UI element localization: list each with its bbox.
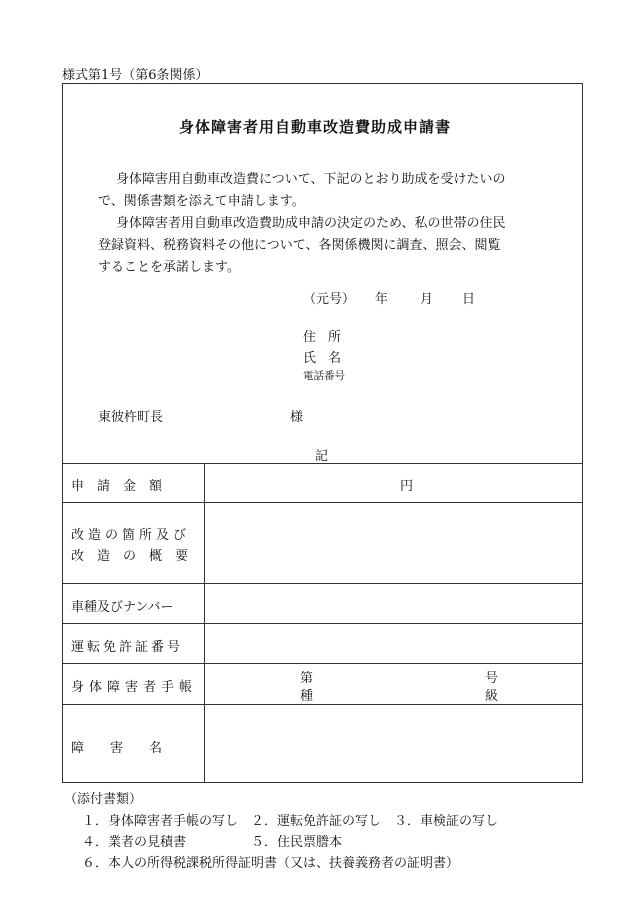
body-text-line: 身体障害用自動車改造費について、下記のとおり助成を受けたいの — [116, 172, 506, 187]
disability-label: 障 害 名 — [71, 741, 163, 756]
license-label: 運転免許証番号 — [71, 640, 184, 655]
recipient: 東彼杵町長 — [98, 410, 164, 425]
vehicle-label-cell — [62, 584, 205, 623]
honorific: 様 — [290, 410, 304, 425]
modification-label-line1: 改造の箇所及び — [71, 528, 191, 543]
table-row-disability — [62, 704, 583, 783]
handbook-go: 号 — [485, 671, 499, 686]
disability-label-cell — [62, 705, 205, 783]
name-label: 氏名 — [303, 351, 354, 366]
date-year: 年 — [375, 292, 389, 307]
handbook-label: 身体障害者手帳 — [71, 680, 198, 695]
body-text-line: で、関係書類を添えて申請します。 — [98, 194, 305, 209]
attachments-title: （添付書類） — [64, 792, 143, 807]
body-text-line: 登録資料、税務資料その他について、各関係機関に調査、照会、閲覧 — [98, 238, 501, 253]
handbook-shu: 種 — [300, 689, 314, 704]
handbook-kyu: 級 — [485, 689, 499, 704]
date-month: 月 — [420, 292, 434, 307]
attachment-line: ６．本人の所得税課税所得証明書（又は、扶養義務者の証明書） — [82, 856, 460, 871]
body-text-line: 身体障害者用自動車改造費助成申請の決定のため、私の世帯の住民 — [116, 216, 506, 231]
body-text-line: することを承諾します。 — [98, 260, 240, 275]
phone-label: 電話番号 — [303, 370, 345, 382]
modification-label-line2: 改 造 の 概 要 — [71, 549, 189, 564]
attachment-line: １．身体障害者手帳の写し ２．運転免許証の写し ３．車検証の写し — [82, 814, 499, 829]
handbook-label-cell — [62, 664, 205, 704]
ki-label: 記 — [315, 449, 329, 464]
document-title: 身体障害者用自動車改造費助成申請書 — [178, 118, 451, 136]
amount-field[interactable] — [205, 464, 583, 502]
attachment-line: ４．業者の見積書 ５．住民票謄本 — [82, 835, 343, 850]
modification-field[interactable] — [205, 503, 583, 583]
disability-field[interactable] — [205, 705, 583, 783]
license-label-cell — [62, 624, 205, 663]
form-number-label: 様式第1号（第6条関係） — [62, 68, 209, 83]
modification-label-cell — [62, 503, 205, 583]
amount-label: 申 請 金 額 — [71, 479, 163, 494]
date-era: （元号） — [303, 292, 356, 307]
handbook-field[interactable] — [205, 664, 583, 704]
table-row-amount — [62, 463, 583, 502]
table-row-vehicle — [62, 583, 583, 623]
license-field[interactable] — [205, 624, 583, 663]
date-day: 日 — [462, 292, 476, 307]
address-label: 住所 — [303, 330, 354, 345]
vehicle-label: 車種及びナンバー — [71, 600, 174, 615]
vehicle-field[interactable] — [205, 584, 583, 623]
table-row-license — [62, 623, 583, 663]
amount-label-cell — [62, 464, 205, 502]
table-row-modification — [62, 502, 583, 583]
amount-unit: 円 — [400, 479, 414, 494]
table-row-handbook — [62, 663, 583, 704]
handbook-dai: 第 — [300, 671, 314, 686]
